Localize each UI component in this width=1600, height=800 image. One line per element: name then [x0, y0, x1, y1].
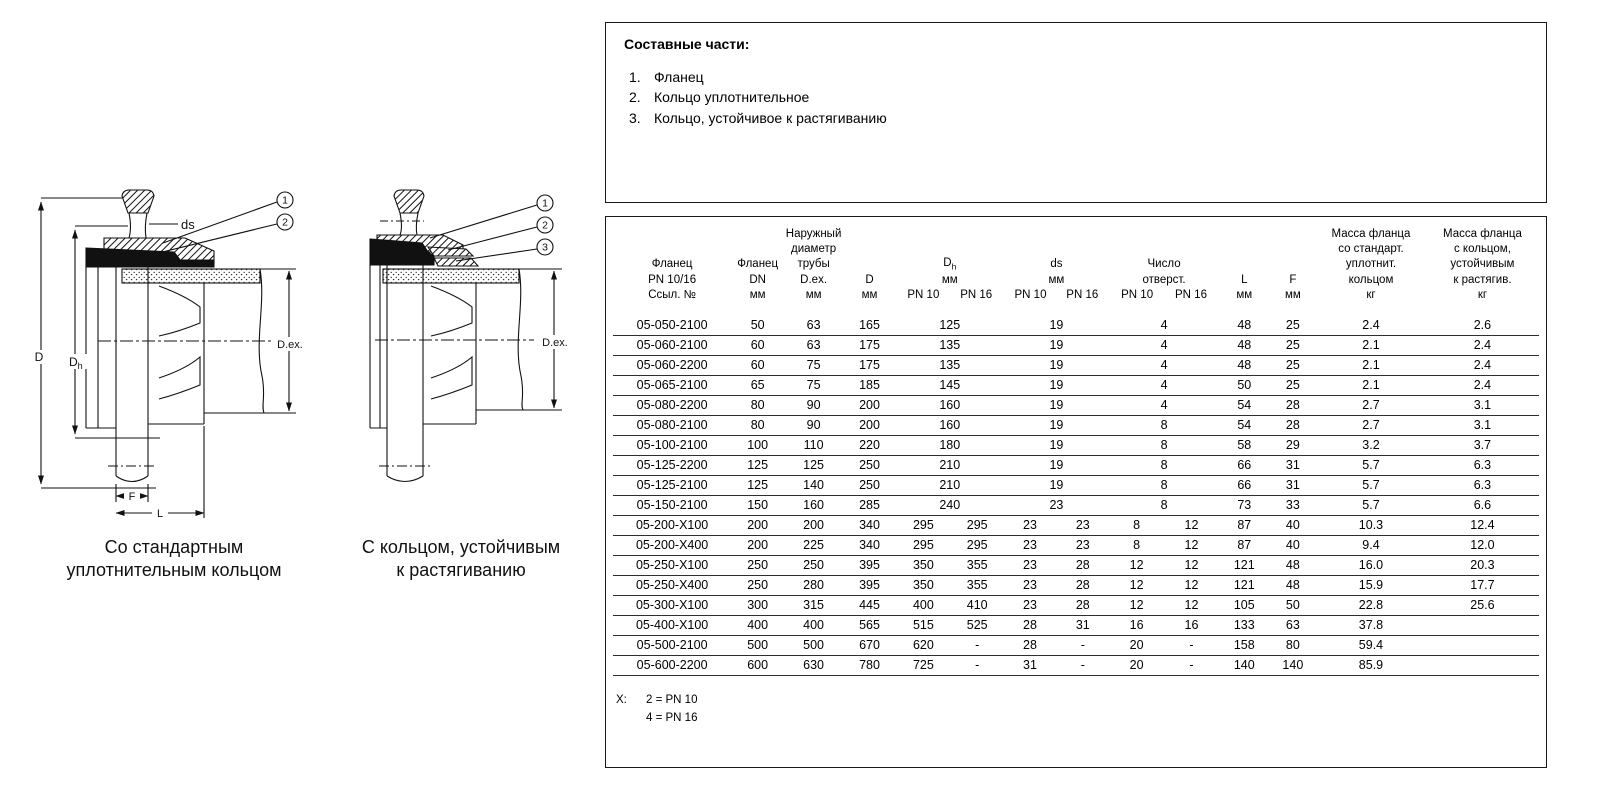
parts-list [629, 67, 1528, 128]
flange-drawing-standard [28, 186, 320, 524]
table-row: 05-400-X100 400 400 565 515 525 28 31 16 16 133 63 37.8 [613, 615, 1539, 635]
col-header-dh: $D_h$ мм PN 10 PN 16 [907, 257, 993, 301]
parts-list-item: 1. Фланец [629, 69, 704, 85]
callout-2: 2 [282, 216, 288, 229]
col-header-ds: ds мм PN 10 PN 16 [1014, 258, 1099, 301]
dim-label-dex: D.ex. [542, 337, 568, 349]
dim-label-dh: $D_h$ [69, 355, 83, 371]
col-header-m2: Масса фланца с кольцом, устойчивым к растягив. кг [1443, 228, 1522, 301]
table-row: 05-200-X100 200 200 340 295 295 23 23 8 12 87 40 10.3 12.4 [613, 515, 1539, 535]
col-header-d: D мм [861, 273, 878, 301]
spec-table [613, 225, 1539, 676]
footnote-lines: 2 = PN 10 4 = PN 16 [646, 693, 698, 724]
col-header-f: F мм [1284, 273, 1301, 301]
flange-drawing-tension-ring [330, 186, 592, 524]
col-header-dn: Фланец DN мм [737, 258, 779, 301]
dim-label-l: L [156, 508, 164, 520]
spec-table-box [605, 216, 1547, 768]
callout-1: 1 [282, 194, 288, 207]
table-row: 05-250-X100 250 250 395 350 355 23 28 12 12 121 48 16.0 20.3 [613, 555, 1539, 575]
table-row: 05-600-2200 600 630 780 725 - 31 - 20 - 140 140 85.9 [613, 655, 1539, 675]
dim-label-f: F [128, 491, 136, 503]
table-row: 05-200-X400 200 225 340 295 295 23 23 8 12 87 40 9.4 12.0 [613, 535, 1539, 555]
figure-tension-ring [330, 186, 592, 583]
col-header-ref: Фланец PN 10/16 Ссыл. № [648, 258, 697, 301]
table-row: 05-125-2200 125 125 250 210 19 8 66 31 5.7 6.3 [613, 455, 1539, 475]
parts-box [605, 22, 1547, 203]
footnote [616, 692, 1539, 728]
table-row: 05-100-2100 100 110 220 180 19 8 58 29 3.2 3.7 [613, 435, 1539, 455]
table-row: 05-250-X400 250 280 395 350 355 23 28 12 12 121 48 15.9 17.7 [613, 575, 1539, 595]
table-row: 05-300-X100 300 315 445 400 410 23 28 12 12 105 50 22.8 25.6 [613, 595, 1539, 615]
callout-1: 1 [542, 197, 548, 210]
col-header-l: L мм [1236, 273, 1253, 301]
table-row: 05-080-2100 80 90 200 160 19 8 54 28 2.7 3.1 [613, 415, 1539, 435]
dim-label-dex: D.ex. [277, 339, 303, 351]
table-row: 05-150-2100 150 160 285 240 23 8 73 33 5.7 6.6 [613, 495, 1539, 515]
parts-box-title: Составные части: [624, 36, 750, 52]
parts-list-item: 2. Кольцо уплотнительное [629, 89, 810, 106]
table-row: 05-080-2200 80 90 200 160 19 4 54 28 2.7 3.1 [613, 395, 1539, 415]
col-header-dex: Наружный диаметр трубы D.ex. мм [785, 228, 842, 301]
col-header-holes: Число отверст. PN 10 PN 16 [1121, 258, 1207, 301]
col-header-m1: Масса фланца со стандарт. уплотнит. кольцом кг [1331, 228, 1411, 301]
dim-label-ds: ds [181, 217, 195, 232]
table-row: 05-500-2100 500 500 670 620 - 28 - 20 - 158 80 59.4 [613, 635, 1539, 655]
callout-3: 3 [542, 241, 548, 254]
figure2-caption: С кольцом, устойчивым к растягиванию [361, 537, 561, 581]
table-row: 05-050-2100 50 63 165 125 19 4 48 25 2.4 2.6 [613, 316, 1539, 336]
table-row: 05-060-2100 60 63 175 135 19 4 48 25 2.1 2.4 [613, 335, 1539, 355]
table-row: 05-065-2100 65 75 185 145 19 4 50 25 2.1 2.4 [613, 375, 1539, 395]
table-row: 05-060-2200 60 75 175 135 19 4 48 25 2.1 2.4 [613, 355, 1539, 375]
figure-standard-seal [28, 186, 320, 583]
dim-label-d: D [34, 350, 44, 364]
parts-list-item: 3. Кольцо, устойчивое к растягиванию [629, 109, 887, 126]
callout-2: 2 [542, 219, 548, 232]
table-row: 05-125-2100 125 140 250 210 19 8 66 31 5.7 6.3 [613, 475, 1539, 495]
figure1-caption: Со стандартным уплотнительным кольцом [66, 537, 282, 581]
footnote-label: X: [616, 693, 627, 706]
